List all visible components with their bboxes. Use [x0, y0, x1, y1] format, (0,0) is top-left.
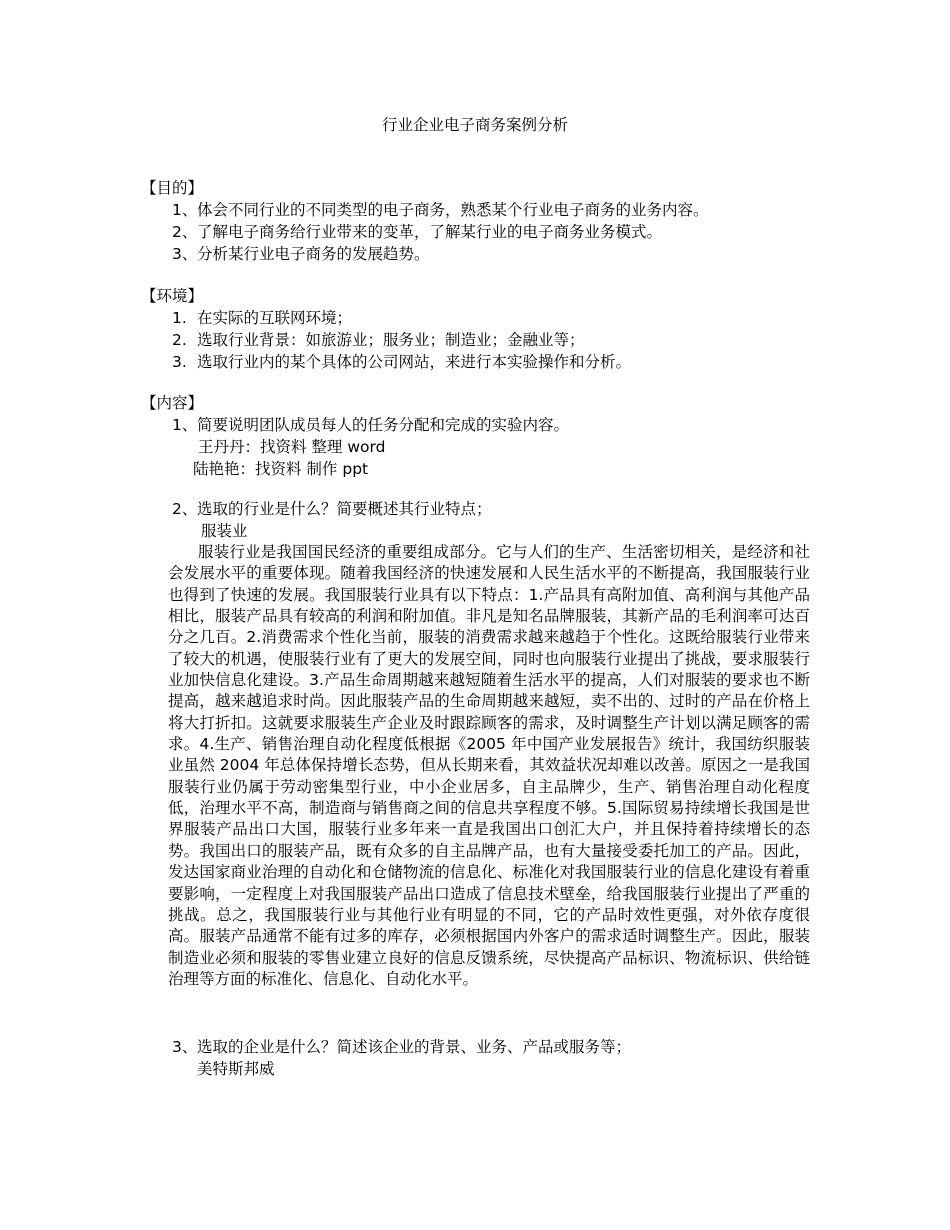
- purpose-item-text: 体会不同行业的不同类型的电子商务，熟悉某个行业电子商务的业务内容。: [197, 201, 709, 219]
- environment-item: [141, 307, 821, 329]
- question-text: 简要说明团队成员每人的任务分配和完成的实验内容。: [197, 416, 570, 434]
- question-number: 1、: [172, 416, 198, 434]
- purpose-item-text: 分析某行业电子商务的发展趋势。: [197, 245, 430, 263]
- environment-heading: 【环境】: [141, 287, 204, 305]
- purpose-item: [141, 243, 821, 265]
- purpose-item-number: 3、: [172, 245, 198, 263]
- environment-section: [141, 285, 821, 373]
- member-assignment: 王丹丹：找资料 整理 word: [198, 438, 386, 456]
- question-text: 选取的行业是什么？简要概述其行业特点；: [197, 500, 492, 518]
- industry-answer: 服装业: [201, 522, 248, 540]
- purpose-item: [141, 199, 821, 221]
- content-section: [141, 392, 821, 480]
- environment-item: [141, 351, 821, 373]
- environment-item-number: 2.: [172, 331, 187, 349]
- purpose-item-number: 1、: [172, 201, 198, 219]
- environment-item-text: 在实际的互联网环境；: [197, 309, 353, 327]
- environment-item: [141, 329, 821, 351]
- environment-item-text: 选取行业内的某个具体的公司网站，来进行本实验操作和分析。: [197, 353, 632, 371]
- content-question-1: [141, 414, 821, 436]
- industry-description-paragraph: 服装行业是我国国民经济的重要组成部分。它与人们的生产、生活密切相关，是经济和社会发展水平的重要体现。随着我国经济的快速发展和人民生活水平的不断提高，我国服装行业也得到了快速的发展。我国服装行业具有以下特点：1.产品具有高附加值、高利润与其他产品相比，服装产品具有较高的利润和附加值。非凡是知名品牌服装，其新产品的毛利润率可达百分之几百。2.消费需求个性化当前，服装的消费需求越来越趋于个性化。这既给服装行业带来了较大的机遇，使服装行业有了更大的发展空间，同时也向服装行业提出了挑战，要求服装行业加快信息化建设。3.产品生命周期越来越短随着生活水平的提高，人们对服装的要求也不断提高，越来越追求时尚。因此服装产品的生命周期越来越短，卖不出的、过时的产品在价格上将大打折扣。这就要求服装生产企业及时跟踪顾客的需求，及时调整生产计划以满足顾客的需求。4.生产、销售治理自动化程度低根据《2005 年中国产业发展报告》统计，我国纺织服装业虽然 2004 年总体保持增长态势，但从长期来看，其效益状况却难以改善。原因之一是我国服装行业仍属于劳动密集型行业，中小企业居多，自主品牌少，生产、销售治理自动化程度低，治理水平不高，制造商与销售商之间的信息共享程度不够。5.国际贸易持续增长我国是世界服装产品出口大国，服装行业多年来一直是我国出口创汇大户，并且保持着持续增长的态势。我国出口的服装产品，既有众多的自主品牌产品，也有大量接受委托加工的产品。因此，发达国家商业治理的自动化和仓储物流的信息化、标准化对我国服装行业的信息化建设有着重要影响，一定程度上对我国服装产品出口造成了信息技术壁垒，给我国服装行业提出了严重的挑战。总之，我国服装行业与其他行业有明显的不同，它的产品时效性更强，对外依存度很高。服装产品通常不能有过多的库存，必须根据国内外客户的需求适时调整生产。因此，服装制造业必须和服装的零售业建立良好的信息反馈系统，尽快提高产品标识、物流标识、供给链治理等方面的标准化、信息化、自动化水平。: [168, 543, 810, 988]
- content-heading: 【内容】: [141, 394, 204, 412]
- purpose-item: [141, 221, 821, 243]
- purpose-item-number: 2、: [172, 223, 198, 241]
- question-text: 选取的企业是什么？简述该企业的背景、业务、产品或服务等；: [197, 1038, 632, 1056]
- question-number: 3、: [172, 1038, 198, 1056]
- company-question-block: [141, 1036, 821, 1080]
- purpose-heading: 【目的】: [141, 179, 204, 197]
- environment-item-number: 3.: [172, 353, 187, 371]
- environment-item-text: 选取行业背景：如旅游业；服务业；制造业；金融业等；: [197, 331, 585, 349]
- member-assignment: 陆艳艳：找资料 制作 ppt: [193, 460, 369, 478]
- purpose-item-text: 了解电子商务给行业带来的变革，了解某行业的电子商务业务模式。: [197, 223, 663, 241]
- content-question-3: [141, 1036, 821, 1058]
- environment-item-number: 1.: [172, 309, 187, 327]
- industry-question-block: [141, 498, 821, 542]
- content-question-2: [141, 498, 821, 520]
- company-answer: 美特斯邦威: [197, 1060, 275, 1078]
- document-title: 行业企业电子商务案例分析: [381, 116, 568, 134]
- purpose-section: [141, 177, 821, 265]
- question-number: 2、: [172, 500, 198, 518]
